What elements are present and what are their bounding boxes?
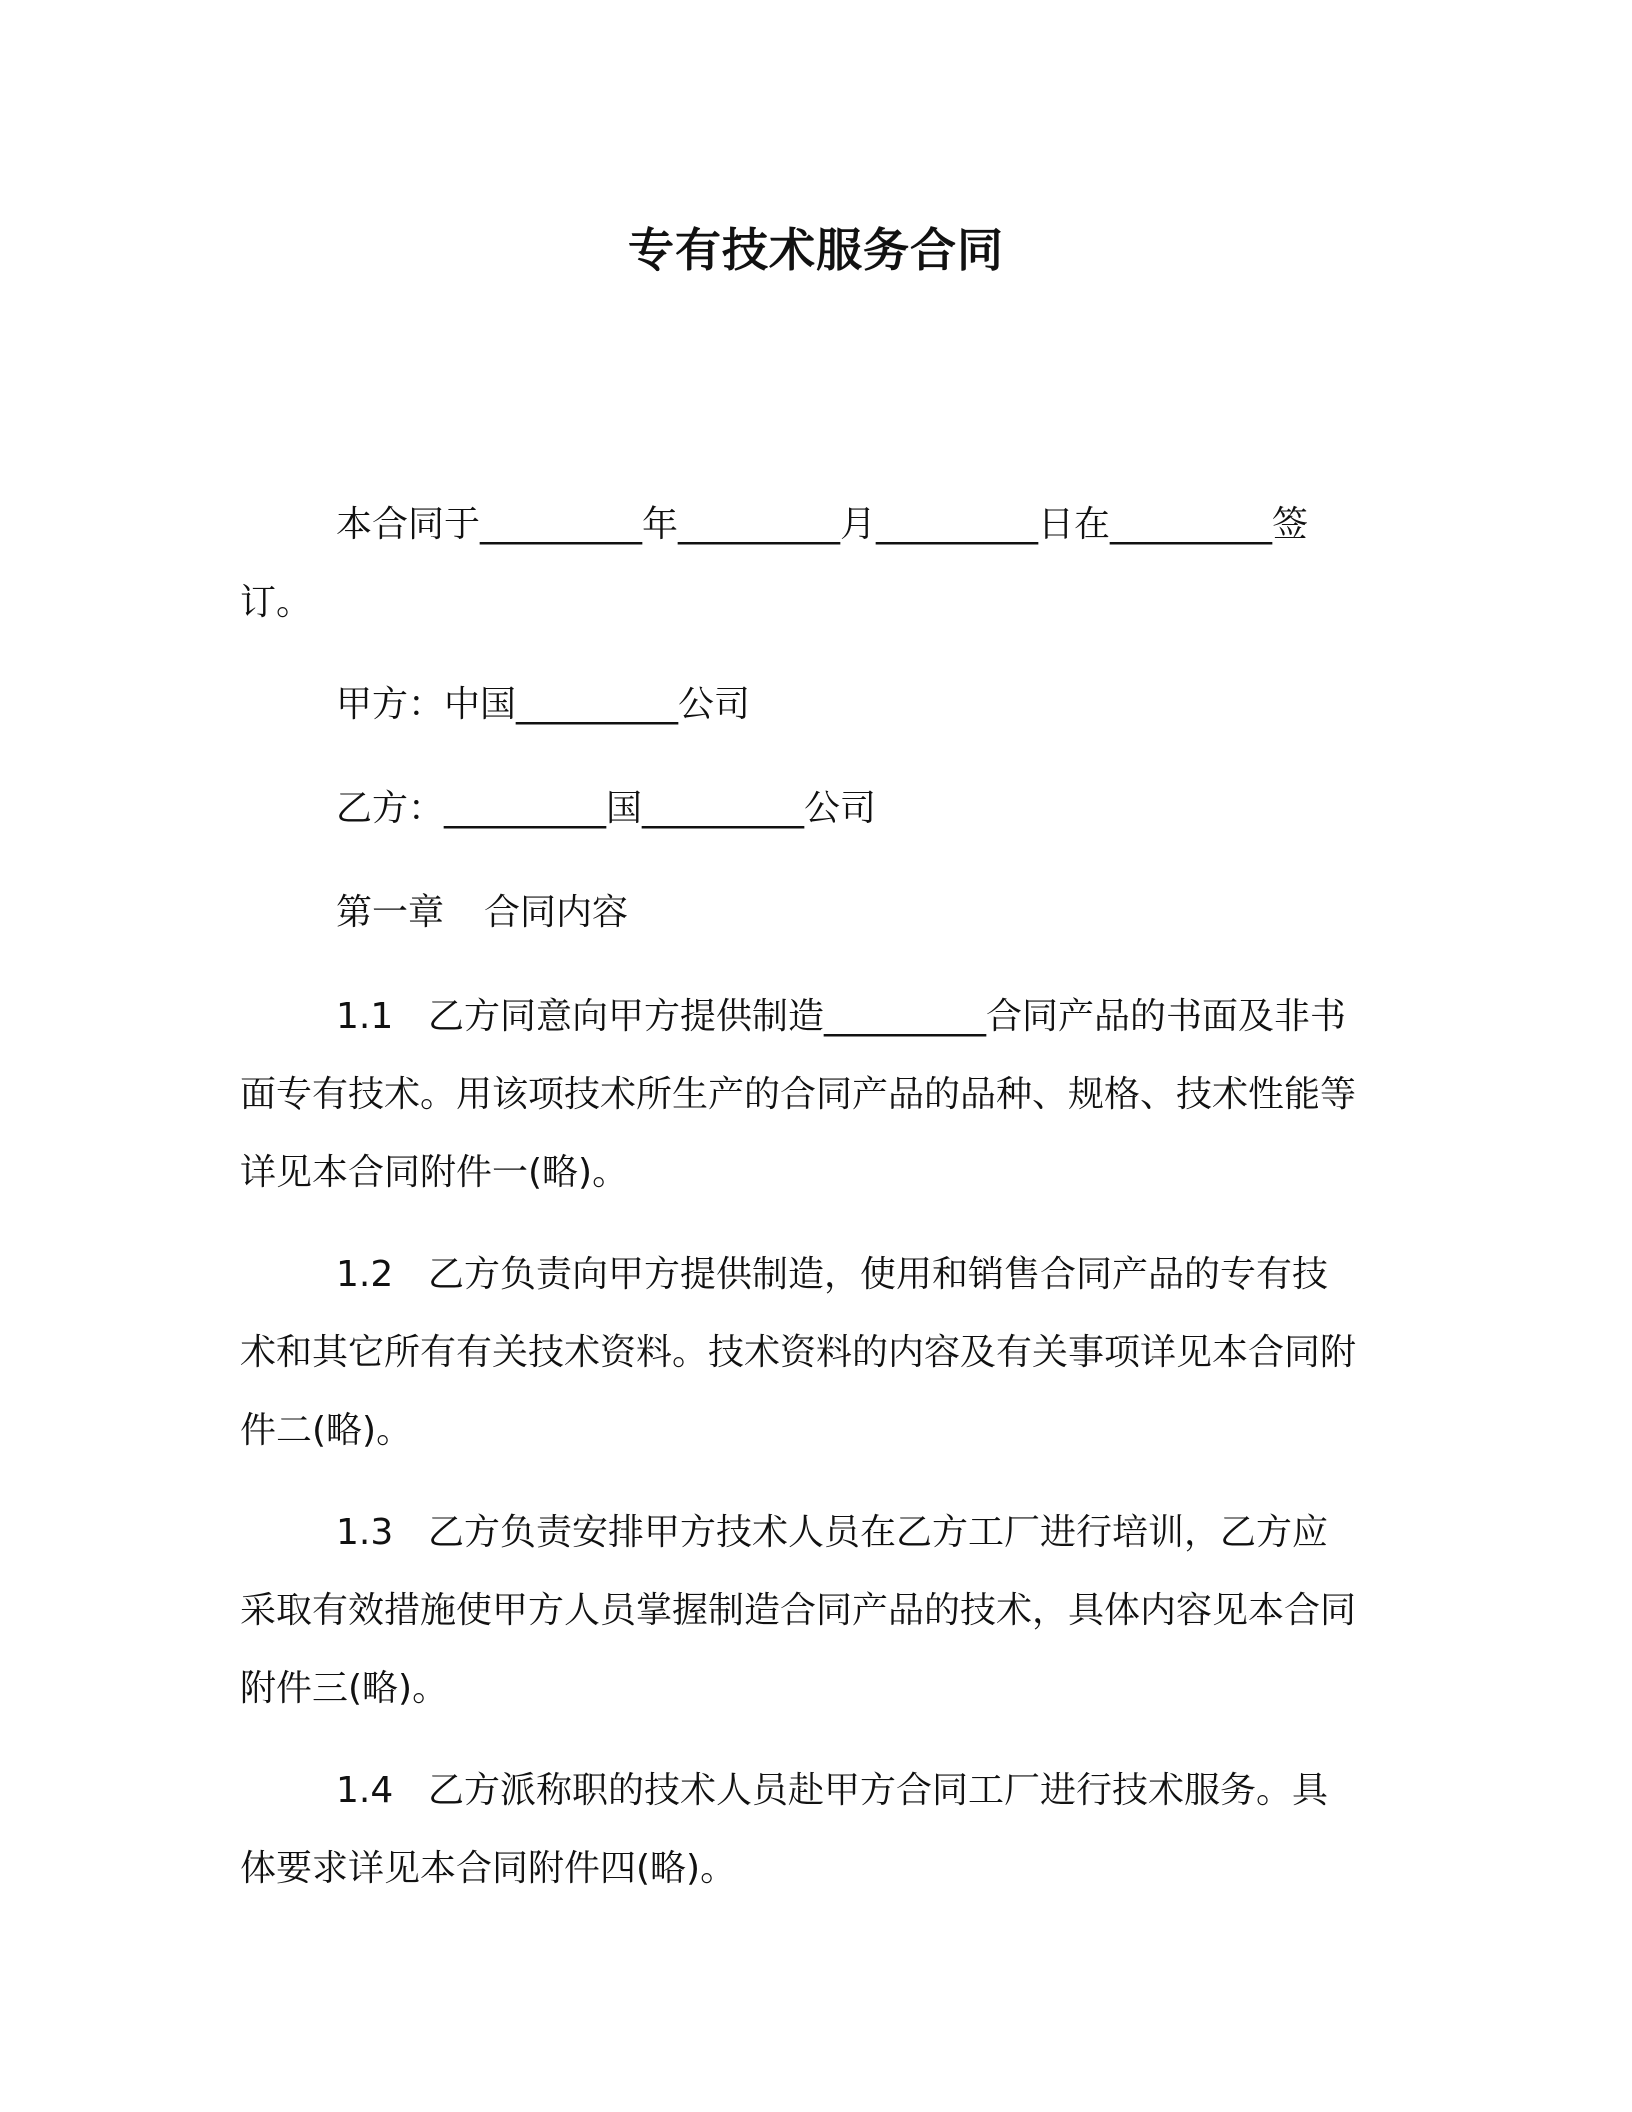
clause-text: 乙方负责向甲方提供制造，使用和销售合同产品的专有技术和其它所有有关技术资料。技术资料的内容及有关事项详见本合同附件二(略)。 <box>240 1254 1357 1451</box>
clause-1-2 <box>240 1236 1360 1470</box>
clause-number: 1.4 <box>336 1770 394 1811</box>
clause-number: 1.3 <box>336 1512 394 1553</box>
clause-number: 1.2 <box>336 1254 394 1295</box>
chapter-label: 第一章 <box>336 892 445 933</box>
clause-text: 乙方派称职的技术人员赴甲方合同工厂进行技术服务。具体要求详见本合同附件四(略)。 <box>240 1770 1329 1889</box>
party-a-line: 甲方：中国_________公司 <box>336 684 751 725</box>
document-title: 专有技术服务合同 <box>628 223 1004 277</box>
clause-1-3 <box>240 1494 1360 1728</box>
clause-number: 1.1 <box>336 996 394 1037</box>
clause-1-1 <box>240 978 1360 1212</box>
clause-1-4 <box>240 1752 1360 1908</box>
signing-paragraph: 本合同于_________年_________月_________日在_________签订。 <box>240 504 1309 623</box>
chapter-heading <box>240 874 1360 952</box>
clause-text: 乙方负责安排甲方技术人员在乙方工厂进行培训，乙方应采取有效措施使甲方人员掌握制造合同产品的技术，具体内容见本合同附件三(略)。 <box>240 1512 1357 1709</box>
party-b-line: 乙方：_________国_________公司 <box>336 788 877 829</box>
chapter-title: 合同内容 <box>484 892 629 933</box>
clause-text: 乙方同意向甲方提供制造_________合同产品的书面及非书面专有技术。用该项技术所生产的合同产品的品种、规格、技术性能等详见本合同附件一(略)。 <box>240 996 1357 1193</box>
